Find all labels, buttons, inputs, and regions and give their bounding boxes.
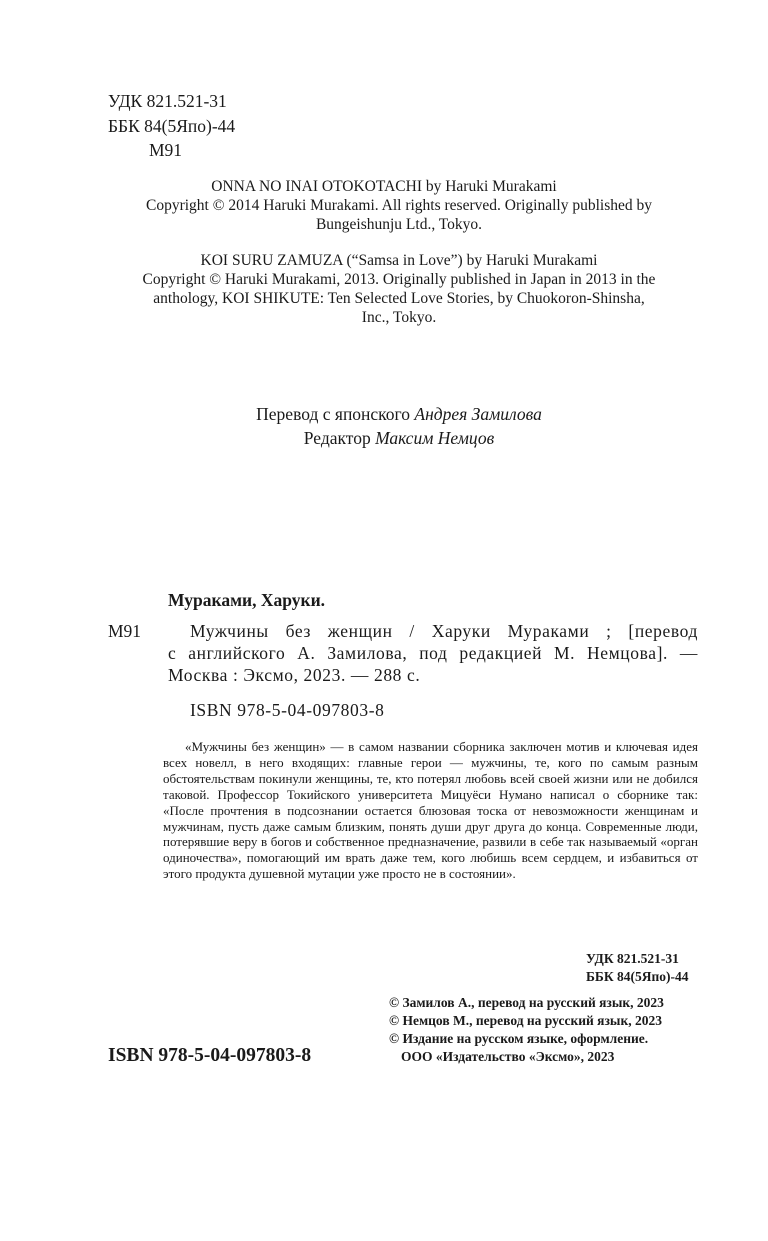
author-mark: М91: [149, 140, 183, 160]
copyright-translator-1: © Замилов А., перевод на русский язык, 2023: [389, 995, 664, 1010]
orig-title-line: ONNA NO INAI OTOKOTACHI by Haruki Murakami: [211, 178, 557, 195]
story-anthology-line: anthology, KOI SHIKUTE: Ten Selected Love Stories, by Chuokoron-Shinsha,: [153, 290, 645, 307]
udk-code: УДК 821.521-31: [108, 91, 227, 111]
editor-label: Редактор: [303, 428, 371, 448]
catalog-title-line: Мужчины без женщин / Харуки Мураками ; [перевод: [190, 621, 698, 641]
copyright-translator-2: © Немцов М., перевод на русский язык, 2023: [389, 1013, 662, 1028]
translation-label: Перевод с японского: [256, 404, 411, 424]
editor-credit: [0, 427, 768, 449]
story-publisher-line: Inc., Tokyo.: [361, 309, 437, 326]
orig-publisher-line: Bungeishunju Ltd., Tokyo.: [315, 216, 483, 233]
catalog-translation-line: с английского А. Замилова, под редакцией М. Немцова]. —: [168, 643, 698, 663]
catalog-heading: Мураками, Харуки.: [168, 590, 326, 610]
catalog-mark: М91: [108, 621, 142, 641]
editor-name: Максим Немцов: [375, 428, 495, 448]
annotation: [163, 739, 698, 882]
copyright-publisher: ООО «Издательство «Эксмо», 2023: [401, 1049, 615, 1064]
annotation-text: «Мужчины без женщин» — в самом названии сборника заключен мотив и ключевая идея всех новелл, в него входящих: главные герои — мужчины, те, кого по самым разным обстоятельствам покинули женщины, те, кто потерял любовь всей своей жизни или не добился таковой. Профессор Токийского университета Мицуёси Нумано написал о сборнике так: «После прочтения в подсознании остается блюзовая тоска от невозможности женщинам и мужчинам, пусть даже самым близким, понять души друг друга до конца. Современные люди, потерявшие веру в богов и собственное предназначение, развили в себе так называемый «орган одиночества», помогающий им врать даже тем, кого любишь всем сердцем, и избавиться от этого продукта душевной мутации уже просто не в состоянии».: [163, 739, 698, 882]
copyright-edition: © Издание на русском языке, оформление.: [389, 1031, 649, 1046]
translator-credit: [0, 403, 768, 425]
bbk-code: ББК 84(5Япо)-44: [108, 116, 236, 136]
catalog-imprint-line: Москва : Эксмо, 2023. — 288 с.: [168, 665, 421, 685]
story-title-line: KOI SURU ZAMUZA (“Samsa in Love”) by Haruki Murakami: [200, 252, 598, 269]
catalog-isbn: ISBN 978-5-04-097803-8: [190, 700, 385, 720]
isbn-bottom: ISBN 978-5-04-097803-8: [108, 1045, 312, 1066]
bottom-udk: УДК 821.521-31: [586, 951, 679, 966]
orig-copyright-line: Copyright © 2014 Haruki Murakami. All rights reserved. Originally published by: [146, 197, 652, 214]
translator-name: Андрея Замилова: [414, 404, 542, 424]
story-copyright-line: Copyright © Haruki Murakami, 2013. Originally published in Japan in 2013 in the: [142, 271, 656, 288]
bottom-bbk: ББК 84(5Япо)-44: [586, 969, 689, 984]
